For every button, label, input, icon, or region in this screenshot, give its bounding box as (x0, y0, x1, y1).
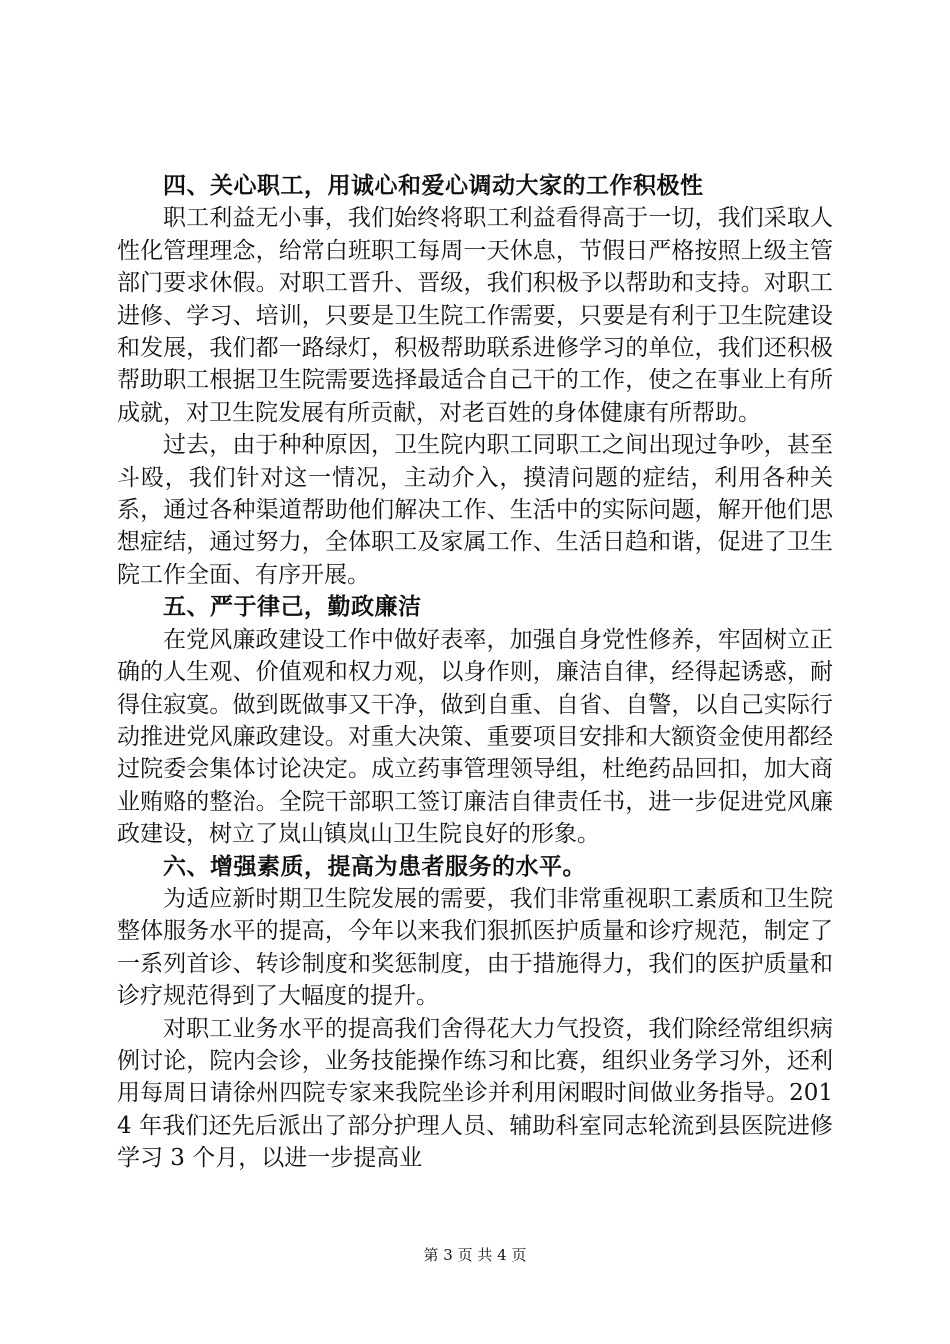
paragraph: 过去，由于种种原因，卫生院内职工同职工之间出现过争吵，甚至斗殴，我们针对这一情况，主动介入，摸清问题的症结，利用各种关系，通过各种渠道帮助他们解决工作、生活中的实际问题，解开他们思想症结，通过努力，全体职工及家属工作、生活日趋和谐，促进了卫生院工作全面、有序开展。 (117, 432, 833, 588)
section-heading-6: 六、增强素质，提高为患者服务的水平。 (163, 853, 586, 880)
paragraph: 在党风廉政建设工作中做好表率，加强自身党性修养，牢固树立正确的人生观、价值观和权力观，以身作则，廉洁自律，经得起诱惑，耐得住寂寞。做到既做事又干净，做到自重、自省、自警，以自己实际行动推进党风廉政建设。对重大决策、重要项目安排和大额资金使用都经过院委会集体讨论决定。成立药事管理领导组，杜绝药品回扣，加大商业贿赂的整治。全院干部职工签订廉洁自律责任书，进一步促进党风廉政建设，树立了岚山镇岚山卫生院良好的形象。 (117, 626, 833, 848)
paragraph: 职工利益无小事，我们始终将职工利益看得高于一切，我们采取人性化管理理念，给常白班职工每周一天休息，节假日严格按照上级主管部门要求休假。对职工晋升、晋级，我们积极予以帮助和支持。对职工进修、学习、培训，只要是卫生院工作需要，只要是有利于卫生院建设和发展，我们都一路绿灯，积极帮助联系进修学习的单位，我们还积极帮助职工根据卫生院需要选择最适合自己干的工作，使之在事业上有所成就，对卫生院发展有所贡献，对老百姓的身体健康有所帮助。 (117, 205, 833, 426)
page-number-footer: 第 3 页 共 4 页 (423, 1246, 527, 1264)
section-heading-4: 四、关心职工，用诚心和爱心调动大家的工作积极性 (163, 173, 704, 199)
paragraph: 对职工业务水平的提高我们舍得花大力气投资，我们除经常组织病例讨论，院内会诊，业务技能操作练习和比赛，组织业务学习外，还利用每周日请徐州四院专家来我院坐诊并利用闲暇时间做业务指导。2014 年我们还先后派出了部分护理人员、辅助科室同志轮流到县医院进修学习 3 个月，以进一步提高业 (117, 1015, 833, 1172)
paragraph: 为适应新时期卫生院发展的需要，我们非常重视职工素质和卫生院整体服务水平的提高，今年以来我们狠抓医护质量和诊疗规范，制定了一系列首诊、转诊制度和奖惩制度，由于措施得力，我们的医护质量和诊疗规范得到了大幅度的提升。 (117, 885, 833, 1010)
document-body (117, 170, 833, 1175)
section-heading-5: 五、严于律己，勤政廉洁 (163, 594, 422, 621)
